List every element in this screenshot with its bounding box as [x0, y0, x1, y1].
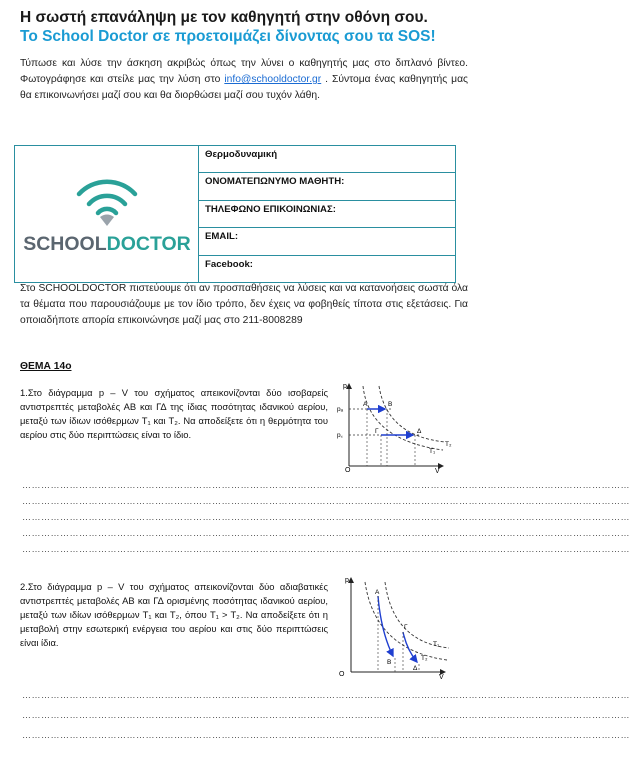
t1-label: T₁	[429, 448, 436, 455]
schooldoctor-logo	[15, 146, 198, 279]
isotherm-t2	[379, 386, 445, 442]
phone-field[interactable]: ΤΗΛΕΦΩΝΟ ΕΠΙΚΟΙΝΩΝΙΑΣ:	[199, 200, 456, 227]
isotherm-t1	[385, 582, 449, 648]
v-axis-label: V	[435, 468, 440, 475]
answer-line[interactable]: …………………………………………………………………………………………………………………………………………………………………………	[22, 544, 630, 554]
subject-cell: Θερμοδυναμική	[199, 146, 456, 173]
isotherm-t1	[363, 386, 443, 450]
theme-title: ΘΕΜΑ 14ο	[20, 361, 72, 372]
point-d: Δ	[417, 428, 422, 435]
point-g: Γ	[404, 624, 408, 631]
shield-icon	[100, 215, 114, 227]
process-gd	[403, 632, 417, 662]
point-a: A	[363, 401, 368, 408]
t2-label: T₂	[421, 655, 428, 662]
answer-line[interactable]: …………………………………………………………………………………………………………………………………………………………………………	[22, 730, 630, 740]
student-name-field[interactable]: ΟΝΟΜΑΤΕΠΩΝΥΜΟ ΜΑΘΗΤΗ:	[199, 173, 456, 200]
page-subtitle: Το School Doctor σε προετοιμάζει δίνοντας σου τα SOS!	[20, 28, 436, 45]
pg-label: p꜀	[337, 432, 343, 439]
point-g: Γ	[375, 428, 379, 435]
intro-paragraph	[20, 56, 468, 104]
p-axis-label: p	[343, 383, 347, 390]
point-d: Δ	[413, 665, 418, 672]
point-b: B	[387, 659, 392, 666]
v-axis-label: V	[439, 674, 444, 681]
diagram-2	[335, 572, 460, 682]
body-paragraph: Στο SCHOOLDOCTOR πιστεύουμε ότι αν προσπαθήσεις να λύσεις και να κατανοήσεις σωστά όλα τα θέματα που παρουσιάζουμε με τον ίδιο τρόπο, δεν έχεις να φοβηθείς τίποτα στις εξετάσεις. Για οποιαδήποτε απορία επικοινώνησε μαζί μας στο 211-8008289	[20, 283, 468, 326]
origin-label: O	[345, 467, 351, 474]
email-link[interactable]: info@schooldoctor.gr	[224, 74, 322, 85]
p-axis-label: p	[345, 577, 349, 584]
answer-line[interactable]: …………………………………………………………………………………………………………………………………………………………………………	[22, 496, 630, 506]
answer-line[interactable]: …………………………………………………………………………………………………………………………………………………………………………	[22, 480, 630, 490]
logo-cell	[15, 146, 199, 283]
pa-label: pₐ	[337, 406, 344, 413]
question-2: 2.Στο διάγραμμα p – V του σχήματος απεικονίζονται δύο αδιαβατικές αντιστρεπτές μεταβολές ΑΒ και ΓΔ ορισμένης ποσότητας ιδανικού αερίου, μεταξύ των ιδίων ισόθερμων T₁ και T₂, όπου T₁ > T₂. Να αποδείξετε ότι η μεταβολή στην εσωτερική ενέργεια του αερίου και στις δύο περιπτώσεις είναι ίδια.	[20, 581, 328, 648]
answer-line[interactable]: …………………………………………………………………………………………………………………………………………………………………………	[22, 528, 630, 538]
student-info-table	[14, 145, 456, 283]
intro-text-start: Τύπωσε και λύσε την άσκηση ακριβώς όπως την λύνει ο καθηγητής μας στο διπλανό βίντεο. Φωτογράφησε και στείλε μας την λύση στο	[20, 58, 468, 85]
facebook-field[interactable]: Facebook:	[199, 255, 456, 282]
email-field[interactable]: EMAIL:	[199, 228, 456, 255]
t2-label: T₂	[445, 441, 452, 448]
logo-wordmark: SCHOOLDOCTOR	[23, 233, 191, 255]
answer-line[interactable]: …………………………………………………………………………………………………………………………………………………………………………	[22, 690, 630, 700]
origin-label: O	[339, 671, 345, 678]
t1-label: T₁	[433, 641, 440, 648]
answer-line[interactable]: …………………………………………………………………………………………………………………………………………………………………………	[22, 710, 630, 720]
point-a: A	[375, 589, 380, 596]
point-b: B	[388, 401, 393, 408]
intro-text-end: . Σύντομα ένας καθηγητής μας θα επικοινωνήσει μαζί σου και θα διορθώσει μαζί σου τυχόν λάθη.	[20, 74, 468, 101]
page-title: Η σωστή επανάληψη με τον καθηγητή στην οθόνη σου.	[20, 9, 428, 26]
question-1: 1.Στο διάγραμμα p – V του σχήματος απεικονίζονται δύο ισοβαρείς αντιστρεπτές μεταβολές ΑΒ και ΓΔ της ίδιας ποσότητας ιδανικού αερίου, μεταξύ των ίδιων ισόθερμων T₁ και T₂. Να αποδείξετε ότι η θερμότητα του αερίου στις δύο περιπτώσεις είναι το ίδιο.	[20, 387, 328, 440]
answer-line[interactable]: …………………………………………………………………………………………………………………………………………………………………………	[22, 512, 630, 522]
wifi-icon	[79, 182, 135, 213]
process-ab	[378, 596, 393, 656]
diagram-1	[335, 378, 460, 473]
